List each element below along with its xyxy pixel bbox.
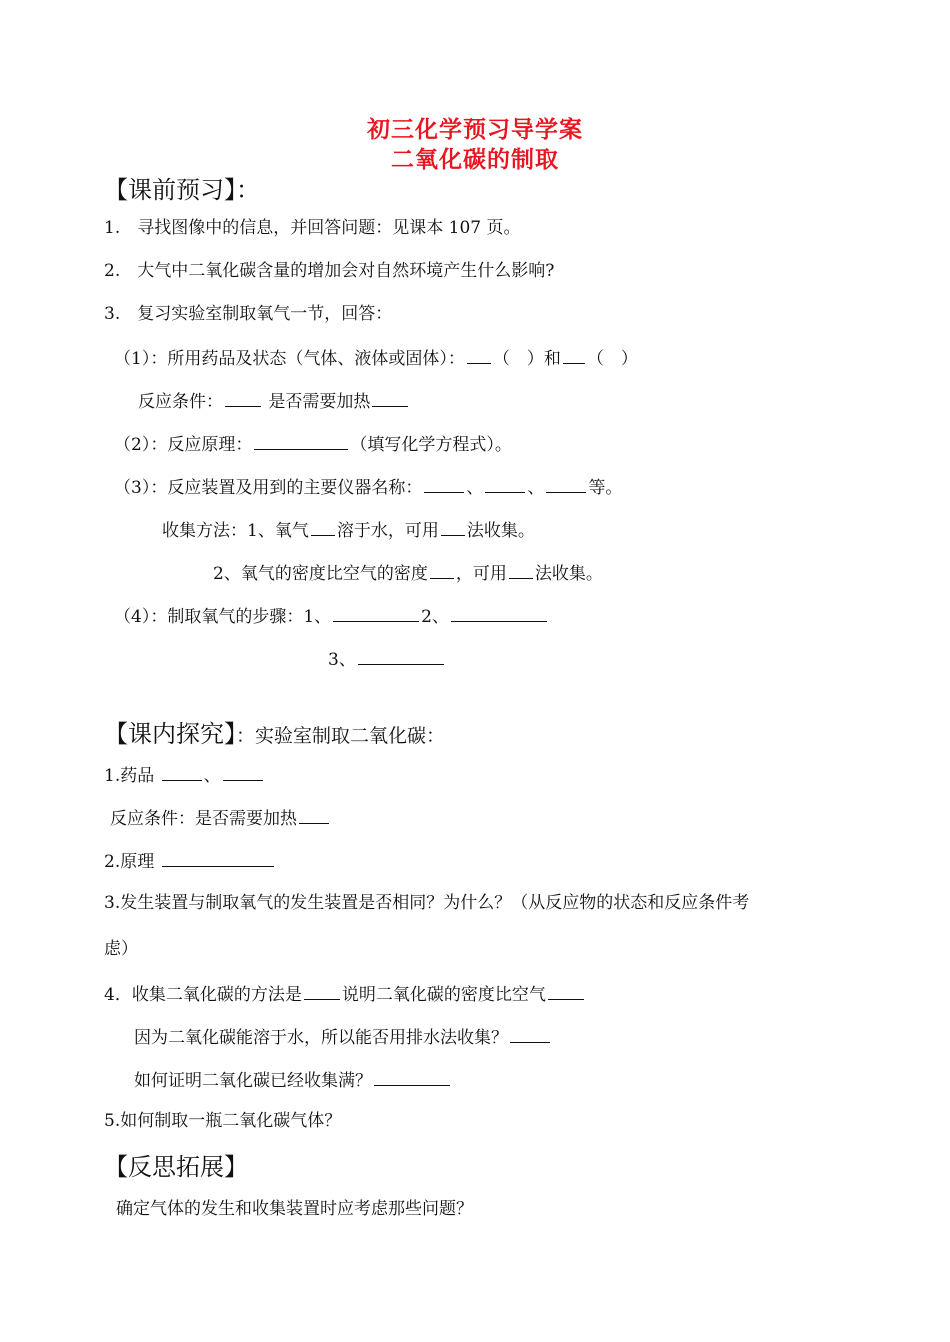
- inquiry-item-2-principle: [104, 848, 276, 874]
- text: ：实验室制取二氧化碳：: [236, 725, 446, 747]
- text: 溶于水，可用: [336, 521, 439, 541]
- text: 、: [527, 478, 545, 498]
- text: 反应条件：是否需要加热: [110, 809, 297, 829]
- text: （3）：反应装置及用到的主要仪器名称：: [114, 478, 423, 498]
- preview-sub-1-reagents: [114, 345, 638, 371]
- preview-question-1: 1. 寻找图像中的信息，并回答问题：见课本 107 页。: [104, 218, 521, 238]
- reflection-question: 确定气体的发生和收集装置时应考虑那些问题？: [116, 1199, 473, 1219]
- blank[interactable]: [430, 560, 454, 579]
- blank[interactable]: [358, 646, 444, 665]
- blank[interactable]: [441, 517, 465, 536]
- text: 法收集。: [534, 564, 603, 584]
- text: （填写化学方程式）。: [350, 435, 512, 455]
- section-heading-reflection: 【反思拓展】: [104, 1153, 248, 1181]
- inquiry-item-4-full: [134, 1067, 452, 1093]
- text: 如何证明二氧化碳已经收集满？: [134, 1071, 372, 1091]
- inquiry-item-3-line-2: 虑）: [104, 939, 138, 959]
- section-heading-preview: 【课前预习】：: [104, 176, 260, 204]
- blank[interactable]: [374, 1067, 450, 1086]
- text: 收集方法：1、氧气: [162, 521, 309, 541]
- blank[interactable]: [372, 388, 408, 407]
- text: 【课内探究】: [104, 720, 236, 748]
- preview-question-2: 2. 大气中二氧化碳含量的增加会对自然环境产生什么影响?: [104, 261, 555, 281]
- document-subtitle: 二氧化碳的制取: [391, 147, 559, 173]
- blank[interactable]: [304, 981, 340, 1000]
- blank[interactable]: [467, 345, 491, 364]
- blank[interactable]: [254, 431, 348, 450]
- text: （1）：所用药品及状态（气体、液体或固体）：: [114, 349, 465, 369]
- blank[interactable]: [162, 762, 202, 781]
- blank[interactable]: [299, 805, 329, 824]
- inquiry-item-3-line-1: 3.发生装置与制取氧气的发生装置是否相同？为什么？（从反应物的状态和反应条件考: [104, 893, 750, 913]
- inquiry-item-5: 5.如何制取一瓶二氧化碳气体？: [104, 1111, 342, 1131]
- inquiry-item-4: [104, 981, 586, 1007]
- text: 是否需要加热: [263, 392, 371, 412]
- blank[interactable]: [225, 388, 261, 407]
- text: 等。: [588, 478, 623, 498]
- section-heading-inquiry: [104, 714, 445, 749]
- preview-sub-4-step-3: [328, 646, 446, 672]
- text: 2、氧气的密度比空气的密度: [213, 564, 428, 584]
- text: 、: [203, 766, 221, 786]
- blank[interactable]: [548, 981, 584, 1000]
- text: （2）：反应原理：: [114, 435, 253, 455]
- inquiry-item-1-conditions: [110, 805, 331, 831]
- preview-question-3: 3. 复习实验室制取氧气一节，回答：: [104, 304, 393, 324]
- text: 说明二氧化碳的密度比空气: [341, 985, 546, 1005]
- text: 因为二氧化碳能溶于水，所以能否用排水法收集？: [134, 1028, 508, 1048]
- preview-sub-4-steps: [114, 603, 549, 629]
- text: 法收集。: [466, 521, 535, 541]
- blank[interactable]: [546, 474, 586, 493]
- document-title: 初三化学预习导学案: [367, 117, 583, 143]
- text: 2.原理: [104, 852, 155, 872]
- text: 、: [466, 478, 484, 498]
- preview-collect-2: [213, 560, 603, 586]
- text: ，可用: [455, 564, 507, 584]
- preview-sub-1-conditions: [138, 388, 410, 414]
- inquiry-item-1-reagents: [104, 762, 265, 788]
- blank[interactable]: [311, 517, 335, 536]
- blank[interactable]: [509, 560, 533, 579]
- preview-collect-1: [162, 517, 535, 543]
- blank[interactable]: [485, 474, 525, 493]
- blank[interactable]: [451, 603, 547, 622]
- preview-sub-3-apparatus: [114, 474, 622, 500]
- text: 1.药品: [104, 766, 155, 786]
- text: 2、: [421, 607, 449, 627]
- blank[interactable]: [510, 1024, 550, 1043]
- inquiry-item-4-water: [134, 1024, 552, 1050]
- text: 4．收集二氧化碳的方法是: [104, 985, 302, 1005]
- blank[interactable]: [333, 603, 419, 622]
- blank[interactable]: [563, 345, 585, 364]
- blank[interactable]: [223, 762, 263, 781]
- preview-sub-2-principle: [114, 431, 512, 457]
- text: （4）：制取氧气的步骤：1、: [114, 607, 332, 627]
- text: 3、: [328, 650, 356, 670]
- text: （ ）: [586, 349, 638, 369]
- text: 反应条件：: [138, 392, 223, 412]
- text: （ ）和: [492, 349, 561, 369]
- blank[interactable]: [162, 848, 274, 867]
- blank[interactable]: [424, 474, 464, 493]
